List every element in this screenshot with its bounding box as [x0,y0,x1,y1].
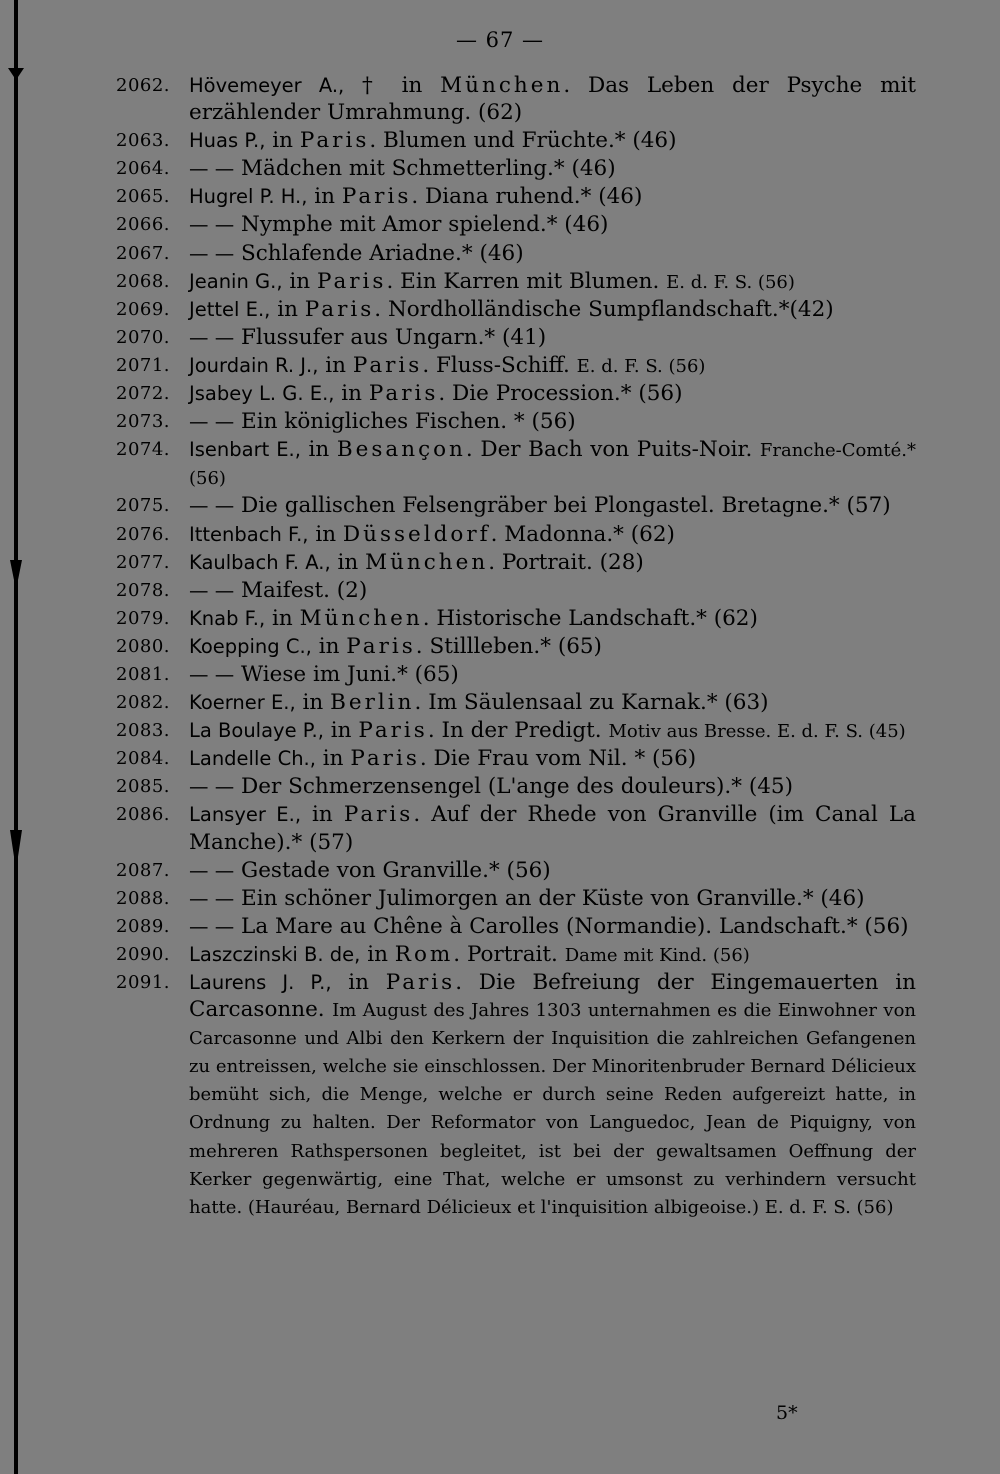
artwork-title: Schlafende Ariadne.* (46) [234,240,524,266]
city-name: Paris [350,746,420,772]
artist-name: Ittenbach F., [189,522,309,546]
artist-name: — — [189,325,235,349]
artist-name: — — [189,578,235,602]
entry-text [189,717,916,745]
artwork-title: La Mare au Chêne à Carolles (Normandie). Landschaft.* (56) [234,913,909,939]
entry-number: 2089. [116,915,171,937]
city-name: Paris [352,352,423,378]
location-preposition: in [323,718,359,744]
entry-number: 2070. [116,326,171,348]
location-preposition: in [334,381,369,407]
artwork-title: . Der Bach von Puits-Noir. [465,437,760,463]
entry-text [189,885,916,913]
entry-number: 2062. [116,75,171,96]
entry-number: 2063. [116,130,171,152]
entry-text [189,521,916,549]
artist-name: Huas P., [189,129,266,153]
entry-number: 2090. [116,943,171,965]
location-preposition: in [315,746,351,772]
catalog-entry [116,492,916,520]
city-name: Paris [299,128,370,154]
catalog-entry [116,352,916,380]
location-preposition: in [330,549,366,575]
location-preposition: in [295,690,331,716]
artist-name: Jourdain R. J., [189,353,319,377]
entry-text [189,436,916,492]
entry-number: 2086. [116,804,171,826]
location-preposition: in [301,802,344,828]
entry-text [189,969,916,1221]
entry-text [189,941,916,969]
entry-text [189,72,916,127]
city-name: Paris [358,718,428,744]
entry-number: 2071. [116,354,171,376]
artist-name: Laszczinski B. de, [189,942,361,966]
printer-signature: 5* [776,1402,798,1424]
city-name: Paris [341,184,412,210]
entry-note: Franche-Comté.* (56) [189,440,916,490]
artist-name: Jettel E., [189,297,271,321]
city-name: Paris [368,381,439,407]
artist-name: — — [189,410,235,434]
city-name: München [299,605,423,631]
artwork-title: . Stillleben.* (65) [415,633,602,659]
entry-text [189,745,916,773]
artist-name: Jsabey L. G. E., [189,382,335,406]
artwork-title: Wiese im Juni.* (65) [234,661,459,687]
artist-name: Hugrel P. H., [189,185,308,209]
entry-text [189,773,916,801]
artwork-title: . Die Frau vom Nil. * (56) [419,746,697,772]
catalog-entry [116,577,916,605]
catalog-entry [116,857,916,885]
artwork-title: . Blumen und Früchte.* (46) [369,128,677,154]
artwork-title: Gestade von Granville.* (56) [234,857,551,883]
entry-number: 2087. [116,859,171,881]
location-preposition: † in [344,73,441,98]
page-edge-mark [8,0,24,1474]
entry-text [189,633,916,661]
entry-text [189,661,916,689]
artist-name: Landelle Ch., [189,747,316,771]
catalog-entry [116,183,916,211]
artwork-title: . Historische Landschaft.* (62) [422,605,758,631]
catalog-entry [116,913,916,941]
location-preposition: in [318,352,353,378]
artist-name: — — [189,494,235,518]
entry-text [189,352,916,380]
artwork-title: Der Schmerzensengel (L'ange des douleurs).* (45) [234,774,793,800]
artist-name: — — [189,157,235,181]
catalog-entry [116,941,916,969]
artist-name: Jeanin G., [189,269,283,293]
entry-note: Im August des Jahres 1303 unternahmen es die Einwohner von Carcasonne und Albi den Kerkern der Inquisition die zahlreichen Gefangenen zu entreissen, welche sie einschlossen. Der Minoritenbruder Bernard Délicieux bemüht sich, die Menge, welche er durch seine Reden aufgereizt hatte, in Ordnung zu halten. Der Reformator von Languedoc, Jean de Piquigny, von mehreren Rathspersonen begleitet, ist bei der gewaltsamen Oeffnung der Kerker gegenwärtig, eine That, welche er umsonst zu verhindern versucht hatte. (Hauréau, Bernard Délicieux et l'inquisition albigeoise.) E. d. F. S. (56) [189,1000,916,1218]
entry-number: 2067. [116,242,171,264]
artist-name: — — [189,775,235,799]
entry-text [189,127,916,155]
city-name: München [440,73,564,98]
artist-name: Koepping C., [189,634,312,658]
catalog-entry [116,72,916,127]
artwork-title: . Im Säulensaal zu Karnak.* (63) [414,690,769,716]
location-preposition: in [360,941,395,967]
artwork-title: Ein königliches Fischen. * (56) [234,409,576,435]
entry-number: 2074. [116,439,171,461]
artist-name: Knab F., [189,606,266,630]
catalog-entry [116,969,916,1221]
entry-text [189,268,916,296]
entry-number: 2085. [116,776,171,798]
entry-text [189,801,916,856]
entry-text [189,324,916,352]
artwork-title: . Nordholländische Sumpflandschaft.*(42) [374,296,834,322]
artist-name: — — [189,914,235,938]
catalog-entry [116,380,916,408]
entry-number: 2068. [116,270,171,292]
entry-number: 2081. [116,663,171,685]
entry-number: 2083. [116,720,171,742]
entry-number: 2066. [116,214,171,236]
entry-text [189,380,916,408]
location-preposition: in [265,128,300,154]
entry-number: 2064. [116,158,171,180]
artwork-title: . Die Befreiung der Eingemauerten in Carcasonne. [189,970,916,1023]
catalog-entry [116,605,916,633]
artwork-title: . In der Predigt. [427,718,609,744]
entry-number: 2065. [116,186,171,208]
entry-number: 2069. [116,298,171,320]
catalog-entry [116,549,916,577]
entry-number: 2078. [116,579,171,601]
city-name: München [365,549,489,575]
entry-text [189,155,916,183]
artwork-title: . Die Procession.* (56) [438,381,683,407]
city-name: Paris [316,268,387,294]
entry-note: Dame mit Kind. (56) [564,944,750,966]
artist-name: Kaulbach F. A., [189,550,331,574]
artist-name: — — [189,858,235,882]
city-name: Rom [394,941,454,967]
city-name: Paris [385,970,456,995]
entry-number: 2072. [116,383,171,405]
catalog-entry [116,436,916,492]
city-name: Paris [346,633,416,659]
location-preposition: in [270,296,305,322]
artwork-title: . Ein Karren mit Blumen. [386,268,667,294]
catalog-entry [116,717,916,745]
entry-text [189,183,916,211]
location-preposition: in [300,437,337,463]
artwork-title: . Madonna.* (62) [490,521,675,547]
catalog-entry [116,127,916,155]
artwork-title: . Diana ruhend.* (46) [411,184,643,210]
location-preposition: in [311,633,347,659]
artist-name: Laurens J. P., [189,971,332,994]
entry-text [189,605,916,633]
entry-number: 2073. [116,411,171,433]
location-preposition: in [282,268,317,294]
catalog-entry [116,296,916,324]
catalog-entry [116,801,916,856]
catalog-entry [116,324,916,352]
artwork-title: . Auf der Rhede von Granville (im Canal La Manche).* (57) [189,802,916,855]
city-name: Paris [304,296,375,322]
artwork-title: Flussufer aus Ungarn.* (41) [234,324,547,350]
entry-text [189,549,916,577]
entry-text [189,408,916,436]
artist-name: Koerner E., [189,691,296,715]
entry-number: 2079. [116,607,171,629]
entry-text [189,211,916,239]
artwork-title: . Portrait. [453,941,565,967]
catalog-entry [116,155,916,183]
entry-number: 2075. [116,495,171,517]
catalog-entry-list [116,72,916,1221]
location-preposition: in [331,970,386,995]
artist-name: — — [189,241,235,265]
artist-name: Lansyer E., [189,803,302,827]
entry-note: Motiv aus Bresse. E. d. F. S. (45) [608,721,906,743]
entry-text [189,913,916,941]
location-preposition: in [308,521,343,547]
catalog-entry [116,773,916,801]
artist-name: — — [189,886,235,910]
artist-name: — — [189,213,235,237]
artist-name: La Boulaye P., [189,719,324,743]
city-name: Berlin [330,690,415,716]
entry-text [189,577,916,605]
entry-number: 2088. [116,887,171,909]
entry-number: 2076. [116,523,171,545]
entry-text [189,296,916,324]
city-name: Paris [343,802,414,828]
artwork-title: Ein schöner Julimorgen an der Küste von Granville.* (46) [234,885,865,911]
catalog-entry [116,268,916,296]
entry-number: 2084. [116,748,171,770]
artist-name: Hövemeyer A., [189,74,345,97]
artwork-title: Maifest. (2) [234,577,368,603]
catalog-entry [116,689,916,717]
catalog-entry [116,633,916,661]
artist-name: — — [189,662,235,686]
entry-number: 2082. [116,692,171,714]
location-preposition: in [265,605,300,631]
catalog-entry [116,211,916,239]
entry-note: E. d. F. S. (56) [576,355,706,377]
entry-number: 2091. [116,972,171,993]
artwork-title: Nymphe mit Amor spielend.* (46) [234,212,609,238]
entry-text [189,689,916,717]
artwork-title: Mädchen mit Schmetterling.* (46) [234,156,616,182]
entry-number: 2077. [116,551,171,573]
city-name: Düsseldorf [342,521,491,547]
page-number: — 67 — [455,28,545,52]
catalog-entry [116,745,916,773]
entry-note: E. d. F. S. (56) [666,271,795,293]
artist-name: Isenbart E., [189,438,301,462]
catalog-entry [116,885,916,913]
entry-number: 2080. [116,635,171,657]
entry-text [189,857,916,885]
catalog-entry [116,408,916,436]
city-name: Besançon [336,437,466,463]
catalog-entry [116,521,916,549]
catalog-entry [116,240,916,268]
location-preposition: in [307,184,342,210]
catalog-entry [116,661,916,689]
artwork-title: . Fluss-Schiff. [422,352,577,378]
artwork-title: . Das Leben der Psyche mit erzählender Umrahmung. (62) [189,73,916,126]
entry-text [189,240,916,268]
artwork-title: . Portrait. (28) [488,549,644,575]
entry-text [189,492,916,520]
artwork-title: Die gallischen Felsengräber bei Plongastel. Bretagne.* (57) [234,493,891,519]
